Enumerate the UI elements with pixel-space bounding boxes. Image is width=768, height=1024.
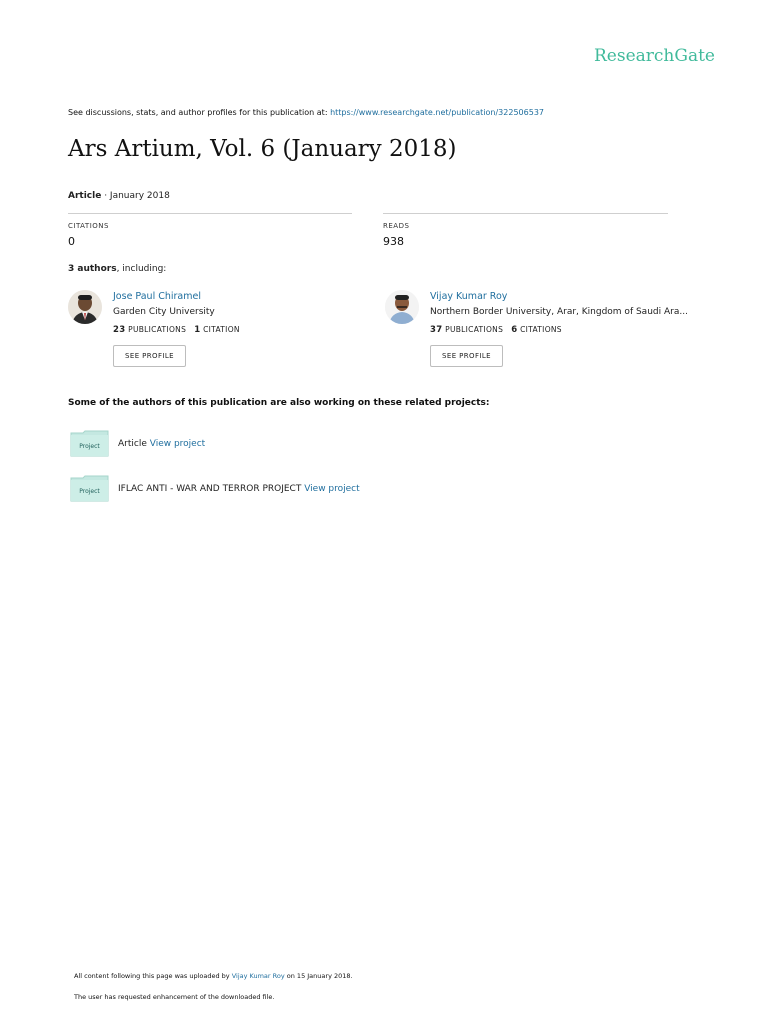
publications-label: PUBLICATIONS [445, 325, 504, 334]
discussion-text: See discussions, stats, and author profiles for this publication at: [68, 108, 331, 117]
view-project-link[interactable]: View project [149, 439, 206, 449]
author-name-link[interactable]: Jose Paul Chiramel [113, 291, 201, 302]
upload-date-text: on 15 January 2018. [284, 972, 353, 980]
citations-count-label: CITATION [203, 325, 240, 334]
project-row [118, 484, 360, 494]
author-photo-icon [385, 290, 419, 324]
author-name-link[interactable]: Vijay Kumar Roy [430, 291, 508, 302]
citations-count-label: CITATIONS [520, 325, 562, 334]
authors-count: 3 authors [68, 264, 117, 274]
authors-suffix: , including: [116, 264, 167, 274]
reads-label: READS [383, 222, 410, 230]
author-stats [113, 325, 240, 335]
avatar[interactable] [385, 290, 419, 324]
related-projects-heading: Some of the authors of this publication are also working on these related projects: [68, 398, 490, 408]
citations-count: 6 [511, 325, 518, 335]
citations-count: 1 [194, 325, 201, 335]
citations-value: 0 [68, 235, 75, 248]
publications-count: 23 [113, 325, 126, 335]
publication-date: · January 2018 [101, 191, 170, 201]
author-photo-icon [68, 290, 102, 324]
uploader-link[interactable]: Vijay Kumar Roy [231, 972, 285, 980]
see-profile-button[interactable]: SEE PROFILE [430, 345, 503, 367]
see-profile-button[interactable]: SEE PROFILE [113, 345, 186, 367]
project-name: Article [118, 439, 150, 449]
author-affiliation: Northern Border University, Arar, Kingdom of Saudi Ara... [430, 307, 688, 317]
publications-count: 37 [430, 325, 443, 335]
author-stats [430, 325, 562, 335]
upload-notice-text: All content following this page was uploaded by [74, 972, 232, 980]
discussion-notice [68, 108, 544, 117]
divider [68, 213, 352, 214]
project-folder-label: Project [79, 488, 100, 495]
project-row [118, 439, 205, 449]
author-affiliation: Garden City University [113, 307, 215, 317]
authors-heading [68, 264, 166, 274]
publications-label: PUBLICATIONS [128, 325, 187, 334]
project-name: IFLAC ANTI - WAR AND TERROR PROJECT [118, 484, 305, 494]
view-project-link[interactable]: View project [304, 484, 360, 494]
publication-meta [68, 191, 170, 201]
citations-label: CITATIONS [68, 222, 109, 230]
avatar[interactable] [68, 290, 102, 324]
divider [383, 213, 668, 214]
publication-link[interactable]: https://www.researchgate.net/publication/322506537 [330, 108, 544, 117]
reads-value: 938 [383, 235, 404, 248]
page-title: Ars Artium, Vol. 6 (January 2018) [68, 136, 457, 162]
upload-notice [74, 972, 353, 980]
project-folder-icon [70, 430, 109, 457]
project-folder-icon [70, 475, 109, 502]
enhancement-notice: The user has requested enhancement of the downloaded file. [74, 993, 275, 1001]
publication-type: Article [68, 191, 102, 201]
researchgate-logo[interactable]: ResearchGate [594, 46, 715, 66]
project-folder-label: Project [79, 443, 100, 450]
